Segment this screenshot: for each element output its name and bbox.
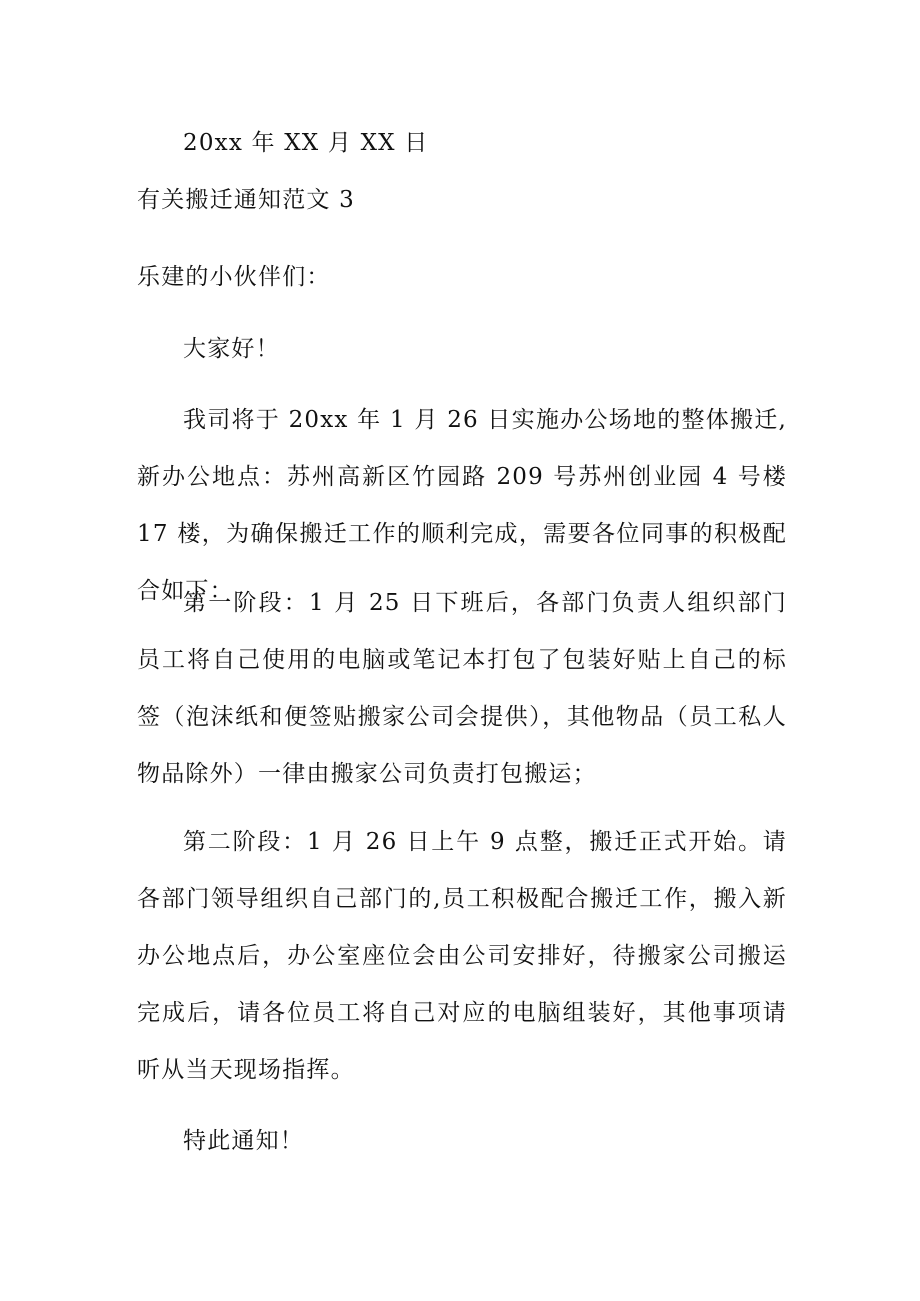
greeting: 大家好！ [183,336,280,362]
paragraph-stage-one: 第一阶段：1 月 25 日下班后，各部门负责人组织部门员工将自己使用的电脑或笔记本打包了包装好贴上自己的标签（泡沫纸和便签贴搬家公司会提供），其他物品（员工私人物品除外）一律由搬家公司负责打包搬运； [137,590,787,787]
paragraph-stage-two: 第二阶段：1 月 26 日上午 9 点整，搬迁正式开始。请各部门领导组织自己部门的,员工积极配合搬迁工作，搬入新办公地点后，办公室座位会由公司安排好，待搬家公司搬运完成后，请各位员工将自己对应的电脑组装好，其他事项请听从当天现场指挥。 [137,829,787,1083]
salutation: 乐建的小伙伴们： [137,264,331,290]
date-line: 20xx 年 XX 月 XX 日 [183,130,429,156]
paragraph-intro: 我司将于 20xx 年 1 月 26 日实施办公场地的整体搬迁,新办公地点：苏州高新区竹园路 209 号苏州创业园 4 号楼 17 楼，为确保搬迁工作的顺利完成，需要各位同事的积极配合如下： [137,407,787,604]
document-heading: 有关搬迁通知范文 3 [137,187,355,213]
closing-line: 特此通知！ [183,1128,304,1154]
